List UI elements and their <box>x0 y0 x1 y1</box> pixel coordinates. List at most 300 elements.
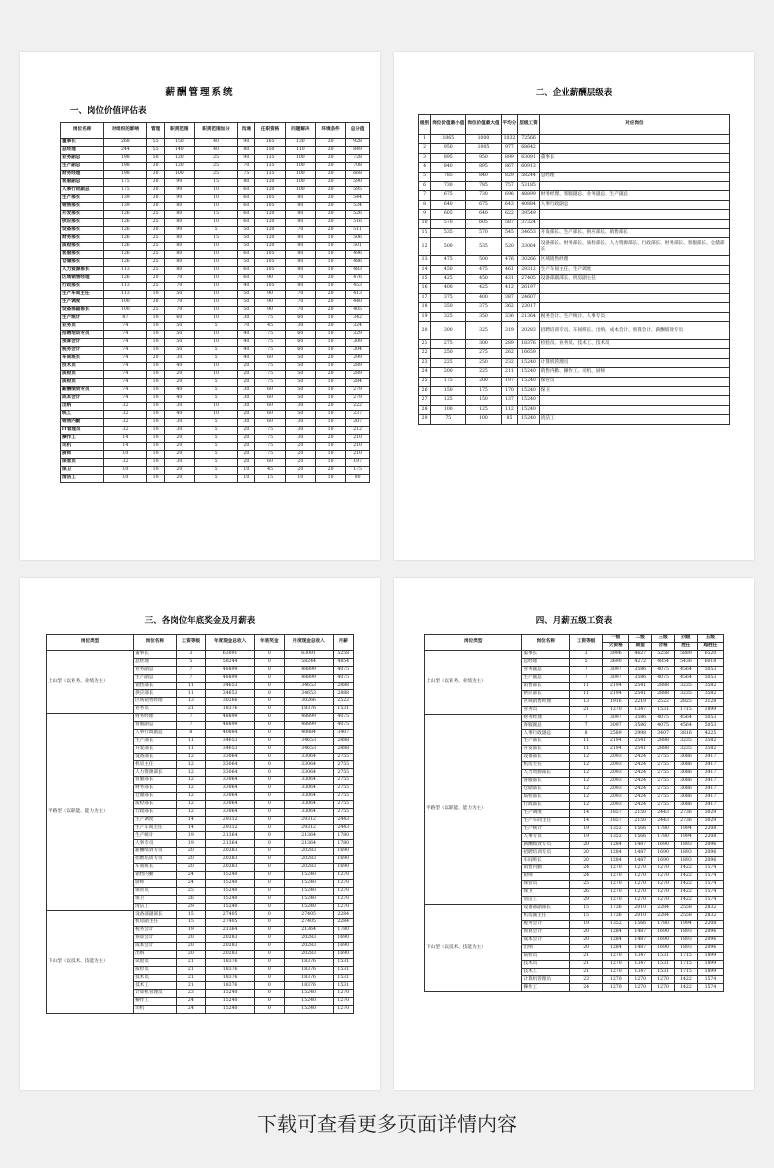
table-cell: 668 <box>346 171 370 179</box>
table-cell: 135 <box>255 171 285 179</box>
table-row <box>61 475 370 483</box>
table-cell: 275 <box>431 340 466 349</box>
table-cell: 12 <box>570 778 603 786</box>
table-cell: 4075 <box>652 714 675 722</box>
table-cell: 21364 <box>206 832 255 840</box>
table-cell: 279 <box>346 395 370 403</box>
table-cell: 30 <box>238 395 255 403</box>
table-cell: 20 <box>570 857 603 865</box>
table-cell: 2093 <box>603 785 629 793</box>
table-cell: 20283 <box>206 856 255 864</box>
table-cell: 200 <box>431 368 466 377</box>
table-cell: 11 <box>176 737 206 745</box>
table-cell: 30 <box>315 195 345 203</box>
table-cell: 业务员 <box>61 323 104 331</box>
column-header: 层级工资 <box>518 115 539 135</box>
table-cell: 120 <box>255 187 285 195</box>
table-cell: 1347 <box>629 960 652 968</box>
table-cell: 1422 <box>675 881 698 889</box>
table-cell: 14 <box>104 443 147 451</box>
table-cell: 10 <box>104 475 147 483</box>
table-cell: 50 <box>285 395 315 403</box>
table-cell: 4854 <box>333 658 353 666</box>
table-cell: 21 <box>176 706 206 714</box>
table-cell: 33064 <box>284 800 333 808</box>
table-row <box>61 323 370 331</box>
table-cell: 12 <box>176 761 206 769</box>
table-cell: 80 <box>164 203 194 211</box>
table-cell: 2093 <box>603 770 629 778</box>
table-cell: 25 <box>147 251 164 259</box>
table-cell: 10 <box>147 419 164 427</box>
table-row <box>419 340 730 349</box>
table-cell: 27 <box>419 396 431 405</box>
table-cell: 10 <box>315 235 345 243</box>
table-cell: 0 <box>255 840 285 848</box>
table-cell: 3582 <box>697 746 723 754</box>
column-header: 岗位价值最大值 <box>466 115 501 135</box>
table-cell: 0 <box>255 919 285 927</box>
table-cell: 15 <box>255 475 285 483</box>
table-cell: 405 <box>346 307 370 315</box>
table-cell: 试验员 <box>134 958 176 966</box>
table-cell: 60 <box>285 339 315 347</box>
table-cell <box>539 210 729 219</box>
table-cell: 0 <box>255 658 285 666</box>
table-cell: 30 <box>315 219 345 227</box>
table-cell: 生产调度 <box>134 816 176 824</box>
table-cell: 10 <box>147 451 164 459</box>
table-cell: 425 <box>466 284 501 293</box>
table-row <box>419 312 730 321</box>
table-cell: 薪酬绩效专员 <box>522 841 570 849</box>
table-cell: 30 <box>315 323 345 331</box>
table-cell: 30 <box>164 355 194 363</box>
table-cell: 895 <box>466 163 501 172</box>
table-cell <box>539 349 729 358</box>
table-row <box>61 395 370 403</box>
table-cell: 3582 <box>697 690 723 698</box>
table-cell: 170 <box>501 386 518 395</box>
table-cell: 10 <box>147 475 164 483</box>
table-cell: 10 <box>315 379 345 387</box>
table-cell: 20 <box>238 435 255 443</box>
table-cell: 400 <box>466 293 501 302</box>
table-cell: 1690 <box>652 857 675 865</box>
table-cell: 机房副主任 <box>522 912 570 920</box>
table-cell: 2093 <box>603 762 629 770</box>
table-cell: 1780 <box>333 840 353 848</box>
table-cell: 20 <box>176 950 206 958</box>
table-cell: 11 <box>419 228 431 237</box>
table-cell: 10 <box>147 387 164 395</box>
table-cell: 126 <box>104 211 147 219</box>
table-cell: 75 <box>431 415 466 424</box>
table-cell: 1270 <box>652 873 675 881</box>
table-cell: 3417 <box>697 762 723 770</box>
table-cell: 50 <box>238 307 255 315</box>
table-cell: 10 <box>147 379 164 387</box>
table-cell: 薪酬绩效专员 <box>61 387 104 395</box>
table-cell: 120 <box>164 155 194 163</box>
table-cell: 1531 <box>333 966 353 974</box>
table-cell: 仓储部长 <box>522 785 570 793</box>
group-cell: 下山型（以技术、技能为主） <box>425 905 522 992</box>
table-cell: 7 <box>176 722 206 730</box>
table-cell: 保卫 <box>539 386 729 395</box>
table-cell: 6520 <box>697 651 723 659</box>
table-cell: 20 <box>147 275 164 283</box>
table-cell: 977 <box>501 144 518 153</box>
table-cell: 2755 <box>652 785 675 793</box>
table-cell: 1531 <box>333 974 353 982</box>
table-cell: 30 <box>164 427 194 435</box>
table-cell: 28 <box>419 405 431 414</box>
table-cell: 50 <box>164 331 194 339</box>
table-cell: 2755 <box>333 800 353 808</box>
group-cell: 平路型（以职能、能力为主） <box>425 714 522 905</box>
column-header: 沟通 <box>238 123 255 139</box>
table-cell: 1352 <box>603 833 629 841</box>
table-cell: 222 <box>346 403 370 411</box>
table-cell: 15240 <box>518 396 539 405</box>
table-cell: 5 <box>176 658 206 666</box>
table-row <box>61 459 370 467</box>
table-cell: 18376 <box>206 982 255 990</box>
table-cell: 3 <box>419 153 431 162</box>
table-cell: 1347 <box>629 968 652 976</box>
table-cell: 设备部副部长 <box>134 911 176 919</box>
table-cell: 22 <box>419 349 431 358</box>
table-row <box>61 411 370 419</box>
table-cell: 1352 <box>603 920 629 928</box>
table-cell: 15240 <box>206 895 255 903</box>
table-cell: 11 <box>176 682 206 690</box>
table-cell: 4564 <box>675 722 698 730</box>
table-cell: 开发部长、生产部长、供应部长、销售部长 <box>539 228 729 237</box>
table-cell: 545 <box>501 228 518 237</box>
table-cell: 15 <box>176 911 206 919</box>
table-cell: 20 <box>570 841 603 849</box>
table-cell: 成本会计 <box>134 942 176 950</box>
table-cell: 生产统计 <box>61 315 104 323</box>
table-cell: 675 <box>431 191 466 200</box>
table-cell: 人力资源部长 <box>61 267 104 275</box>
table-cell: 操作工 <box>61 435 104 443</box>
table-cell: 15 <box>419 275 431 284</box>
table-cell: 清洁工 <box>61 475 104 483</box>
table-cell: 210 <box>346 451 370 459</box>
table-cell: 厨师 <box>134 879 176 887</box>
table-cell: 300 <box>431 322 466 340</box>
table-cell: 供应部长 <box>522 690 570 698</box>
table-cell: 0 <box>255 832 285 840</box>
table-cell: 销售部长 <box>522 682 570 690</box>
table-cell <box>539 163 729 172</box>
table-cell: 10 <box>194 195 237 203</box>
table-cell: 80 <box>285 219 315 227</box>
table-cell: 30 <box>147 227 164 235</box>
table-cell: 30266 <box>518 256 539 265</box>
table-cell: 1715 <box>675 968 698 976</box>
table-cell: 0 <box>255 856 285 864</box>
table-cell: 840 <box>431 163 466 172</box>
table-cell: 72566 <box>518 135 539 144</box>
table-cell: 1347 <box>629 952 652 960</box>
table-cell: 1531 <box>652 960 675 968</box>
table-cell: 1574 <box>697 873 723 881</box>
table-cell: 20 <box>176 856 206 864</box>
table-cell: 仓储部长 <box>134 793 176 801</box>
column-header: 二级 <box>629 635 652 643</box>
table-cell: 150 <box>466 396 501 405</box>
table-cell: 30 <box>315 179 345 187</box>
table-cell: 设备部长、财务部长、质检部长、人力资源部长、行政部长、财务部长、客服部长、仓储部长 <box>539 238 729 256</box>
table-cell: 21 <box>570 960 603 968</box>
table-cell: 1487 <box>629 849 652 857</box>
table-cell: 21 <box>570 952 603 960</box>
table-cell: 20 <box>315 435 345 443</box>
table-cell: 客服部长 <box>61 251 104 259</box>
table-cell: 20283 <box>284 856 333 864</box>
table-cell: 33064 <box>284 769 333 777</box>
table-cell: 成本会计 <box>522 936 570 944</box>
table-row <box>419 303 730 312</box>
table-cell: 90 <box>346 475 370 483</box>
table-cell: 30 <box>315 147 345 155</box>
table-cell: 126 <box>104 227 147 235</box>
table-cell: 15240 <box>284 879 333 887</box>
table-cell: 895 <box>431 153 466 162</box>
table-row <box>61 451 370 459</box>
table-cell: 325 <box>466 322 501 340</box>
table-cell: 0 <box>255 895 285 903</box>
table-cell: 80 <box>238 147 255 155</box>
table-cell: 人事行政副总 <box>522 730 570 738</box>
table-cell: 20 <box>238 459 255 467</box>
table-cell: 139 <box>104 195 147 203</box>
table-cell: 10 <box>315 419 345 427</box>
five-level-salary-table <box>424 634 724 992</box>
table-cell: 4075 <box>333 674 353 682</box>
table-cell: 10 <box>147 459 164 467</box>
table-cell: 税务会计、生产统计、人事专员 <box>539 312 729 321</box>
table-cell: 5 <box>419 172 431 181</box>
table-cell: 70 <box>164 299 194 307</box>
table-cell: 2888 <box>333 737 353 745</box>
table-cell: 15240 <box>206 887 255 895</box>
table-cell: 30 <box>285 403 315 411</box>
table-cell: 244 <box>104 147 147 155</box>
table-cell: 120 <box>255 179 285 187</box>
table-cell: 27405 <box>206 911 255 919</box>
table-cell: 3417 <box>697 778 723 786</box>
table-cell: 29 <box>570 897 603 905</box>
table-cell: 招聘培训专员、车间班长、出纳、成本会计、预算会计、薪酬绩效专员 <box>539 322 729 340</box>
table-cell: 486 <box>346 259 370 267</box>
table-cell: 1487 <box>629 841 652 849</box>
table-cell: 14 <box>419 265 431 274</box>
column-header: 职责范围加分 <box>194 123 237 139</box>
column-header: 对应岗位 <box>539 115 729 135</box>
table-cell: 1690 <box>333 848 353 856</box>
table-cell: 10 <box>147 371 164 379</box>
table-cell: 849 <box>346 147 370 155</box>
table-cell: 0 <box>255 666 285 674</box>
table-cell: 1916 <box>603 698 629 706</box>
table-cell: 5436 <box>675 658 698 666</box>
table-cell: 7 <box>176 714 206 722</box>
table-cell: 财务部长 <box>61 235 104 243</box>
table-cell: 1270 <box>652 976 675 984</box>
table-cell: 仓储部长 <box>61 259 104 267</box>
table-row <box>61 267 370 275</box>
table-cell: 12 <box>419 238 431 256</box>
table-row <box>61 251 370 259</box>
table-cell: 计算机管理员 <box>522 976 570 984</box>
table-cell: 3417 <box>697 754 723 762</box>
table-cell: 10 <box>147 467 164 475</box>
table-cell: 1 <box>419 135 431 144</box>
table-cell: 120 <box>255 227 285 235</box>
table-cell: 1690 <box>333 856 353 864</box>
table-cell: 1284 <box>603 928 629 936</box>
table-cell: 技术员 <box>134 974 176 982</box>
table-cell: 2832 <box>697 912 723 920</box>
table-cell: 275 <box>466 349 501 358</box>
table-cell: 21 <box>570 706 603 714</box>
table-cell: 0 <box>255 745 285 753</box>
table-cell: 质检部长 <box>134 800 176 808</box>
table-cell: 105 <box>255 203 285 211</box>
table-row <box>61 179 370 187</box>
table-cell: 2284 <box>652 905 675 913</box>
table-cell: 80 <box>164 251 194 259</box>
table-cell: 18376 <box>518 340 539 349</box>
table-cell: 1893 <box>675 944 698 952</box>
table-cell: 21 <box>176 982 206 990</box>
table-cell: 20 <box>315 355 345 363</box>
table-cell: 生产副总 <box>134 674 176 682</box>
table-cell: 2443 <box>333 816 353 824</box>
table-cell: 29312 <box>206 824 255 832</box>
table-cell: 3586 <box>629 714 652 722</box>
table-row <box>419 405 730 414</box>
table-cell: 2093 <box>603 778 629 786</box>
table-cell: 14 <box>176 816 206 824</box>
table-cell: 483 <box>346 267 370 275</box>
table-cell: 105 <box>255 195 285 203</box>
table-cell: 0 <box>255 769 285 777</box>
table-cell: 4272 <box>629 658 652 666</box>
table-cell: 1270 <box>629 865 652 873</box>
table-cell: 3097 <box>603 714 629 722</box>
table-cell: 客服副总 <box>61 179 104 187</box>
table-cell: 15240 <box>284 895 333 903</box>
table-cell: 5 <box>194 467 237 475</box>
table-cell: 10 <box>194 251 237 259</box>
table-cell: 15240 <box>206 879 255 887</box>
table-row <box>61 163 370 171</box>
table-cell: 74 <box>104 371 147 379</box>
table-cell: 司机 <box>134 1006 176 1014</box>
table-cell: 50 <box>285 411 315 419</box>
table-cell: 413 <box>346 291 370 299</box>
table-cell: 1284 <box>603 944 629 952</box>
table-cell: 0 <box>255 737 285 745</box>
table-cell: 1005 <box>466 144 501 153</box>
table-cell: 50 <box>164 291 194 299</box>
table-cell: 595 <box>346 187 370 195</box>
table-cell: 75 <box>255 443 285 451</box>
table-cell: 10 <box>315 283 345 291</box>
table-cell: 50 <box>285 355 315 363</box>
table-cell: 2096 <box>697 849 723 857</box>
table-cell: 1780 <box>652 920 675 928</box>
table-cell: 10 <box>285 475 315 483</box>
table-cell: 1270 <box>333 871 353 879</box>
table-cell: 2010 <box>629 912 652 920</box>
table-cell: 17 <box>419 293 431 302</box>
table-row <box>419 163 730 172</box>
table-row <box>419 322 730 340</box>
table-cell: 3417 <box>697 770 723 778</box>
table-cell: 2736 <box>675 809 698 817</box>
table-cell: 销售内勤 <box>61 419 104 427</box>
table-cell: 342 <box>346 315 370 323</box>
table-cell: 20 <box>164 379 194 387</box>
table-cell: 26197 <box>518 284 539 293</box>
table-cell: 2208 <box>697 825 723 833</box>
table-cell: 33064 <box>284 808 333 816</box>
table-cell: 48899 <box>206 674 255 682</box>
table-cell: 技术工 <box>522 968 570 976</box>
table-cell: 2010 <box>629 905 652 913</box>
table-row <box>419 377 730 386</box>
table-cell: 21 <box>570 968 603 976</box>
table-cell: 120 <box>255 211 285 219</box>
download-more-text[interactable]: 下载可查看更多页面详情内容 <box>257 1112 517 1136</box>
table-cell: 60 <box>255 419 285 427</box>
table-cell: 12 <box>176 793 206 801</box>
table-cell: 500 <box>431 238 466 256</box>
table-cell: 15240 <box>206 998 255 1006</box>
table-cell: 100 <box>285 179 315 187</box>
table-cell: 50 <box>164 347 194 355</box>
table-cell: 0 <box>255 729 285 737</box>
table-cell: 15 <box>570 912 603 920</box>
table-cell: 950 <box>466 153 501 162</box>
table-cell: 24 <box>570 865 603 873</box>
table-cell: 25 <box>147 259 164 267</box>
table-cell: 招聘培训专员 <box>522 849 570 857</box>
table-cell: 23 <box>419 358 431 367</box>
table-cell <box>539 303 729 312</box>
table-cell: 40 <box>194 147 237 155</box>
table-cell: 1531 <box>652 706 675 714</box>
table-cell: 30 <box>238 403 255 411</box>
table-cell: 18376 <box>206 958 255 966</box>
table-cell: 0 <box>255 682 285 690</box>
table-cell: 7 <box>419 191 431 200</box>
table-cell: 税务会计 <box>134 927 176 935</box>
table-cell: 475 <box>431 256 466 265</box>
table-cell: 18 <box>419 303 431 312</box>
table-cell: 50 <box>238 291 255 299</box>
table-cell: 74 <box>104 363 147 371</box>
table-cell: 15240 <box>284 990 333 998</box>
table-cell: 1270 <box>629 889 652 897</box>
